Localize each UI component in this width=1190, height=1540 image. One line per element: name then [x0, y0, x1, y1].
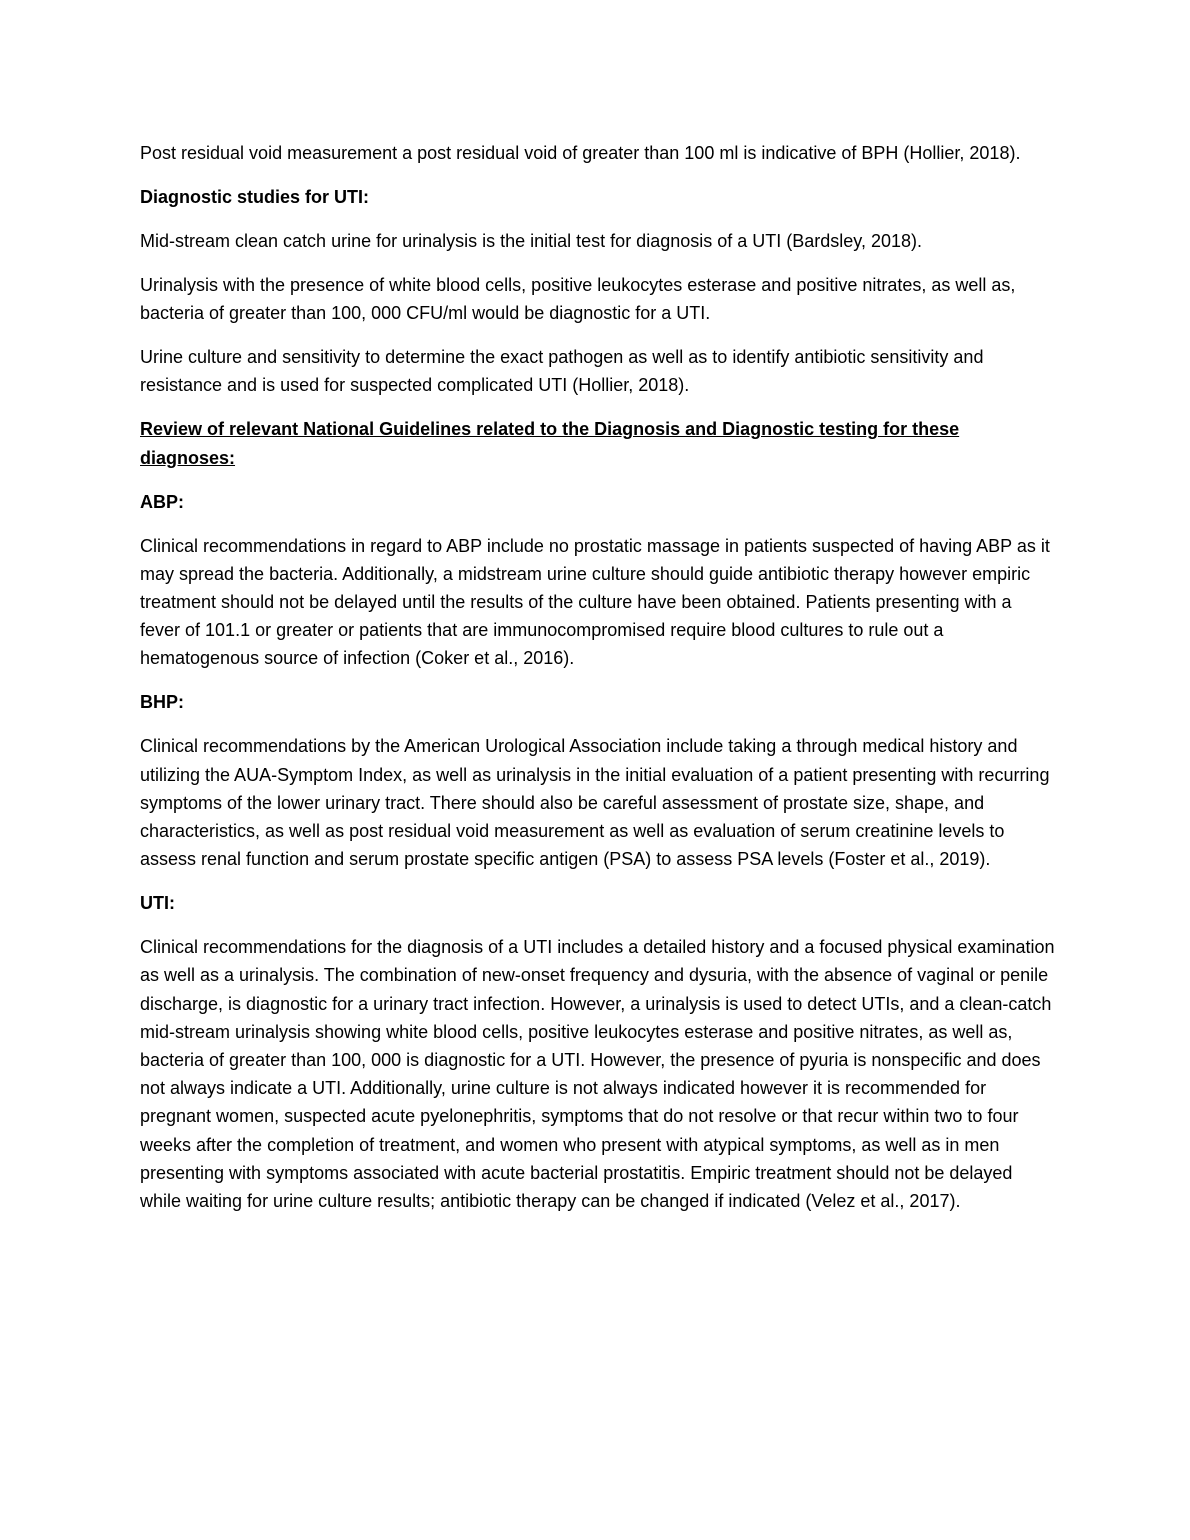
paragraph-midstream-urine: Mid-stream clean catch urine for urinalysis is the initial test for diagnosis of a UTI (Bardsley, 2018). — [140, 231, 922, 251]
heading-abp: ABP: — [140, 491, 184, 512]
heading-bhp: BHP: — [140, 692, 184, 713]
heading-national-guidelines: Review of relevant National Guidelines related to the Diagnosis and Diagnostic testing for these diagnoses: — [140, 419, 960, 468]
paragraph-urine-culture: Urine culture and sensitivity to determine the exact pathogen as well as to identify antibiotic sensitivity and resistance and is used for suspected complicated UTI (Hollier, 2018). — [140, 347, 984, 396]
paragraph-post-residual-void: Post residual void measurement a post residual void of greater than 100 ml is indicative of BPH (Hollier, 2018). — [140, 143, 1021, 163]
heading-uti: UTI: — [140, 893, 175, 914]
heading-diagnostic-studies-uti: Diagnostic studies for UTI: — [140, 187, 370, 207]
paragraph-abp-recommendations: Clinical recommendations in regard to ABP include no prostatic massage in patients suspected of having ABP as it may spread the bacteria. Additionally, a midstream urine culture should guide antibiotic therapy however empiric treatment should not be delayed until the results of the culture have been obtained. Patients presenting with a fever of 101.1 or greater or patients that are immunocompromised require blood cultures to rule out a hematogenous source of infection (Coker et al., 2016). — [140, 535, 1050, 669]
paragraph-urinalysis: Urinalysis with the presence of white blood cells, positive leukocytes esterase and positive nitrates, as well as, bacteria of greater than 100, 000 CFU/ml would be diagnostic for a UTI. — [140, 275, 1016, 324]
document-page — [140, 139, 1055, 1231]
paragraph-bhp-recommendations: Clinical recommendations by the American Urological Association include taking a through medical history and utilizing the AUA-Symptom Index, as well as urinalysis in the initial evaluation of a patient presenting with recurring symptoms of the lower urinary tract. There should also be careful assessment of prostate size, shape, and characteristics, as well as post residual void measurement as well as evaluation of serum creatinine levels to assess renal function and serum prostate specific antigen (PSA) to assess PSA levels (Foster et al., 2019). — [140, 736, 1050, 870]
paragraph-uti-recommendations: Clinical recommendations for the diagnosis of a UTI includes a detailed history and a focused physical examination as well as a urinalysis. The combination of new-onset frequency and dysuria, with the absence of vaginal or penile discharge, is diagnostic for a urinary tract infection. However, a urinalysis is used to detect UTIs, and a clean-catch mid-stream urinalysis showing white blood cells, positive leukocytes esterase and positive nitrates, as well as, bacteria of greater than 100, 000 is diagnostic for a UTI. However, the presence of pyuria is nonspecific and does not always indicate a UTI. Additionally, urine culture is not always indicated however it is recommended for pregnant women, suspected acute pyelonephritis, symptoms that do not resolve or that recur within two to four weeks after the completion of treatment, and women who present with atypical symptoms, as well as in men presenting with symptoms associated with acute bacterial prostatitis. Empiric treatment should not be delayed while waiting for urine culture results; antibiotic therapy can be changed if indicated (Velez et al., 2017). — [140, 937, 1055, 1212]
